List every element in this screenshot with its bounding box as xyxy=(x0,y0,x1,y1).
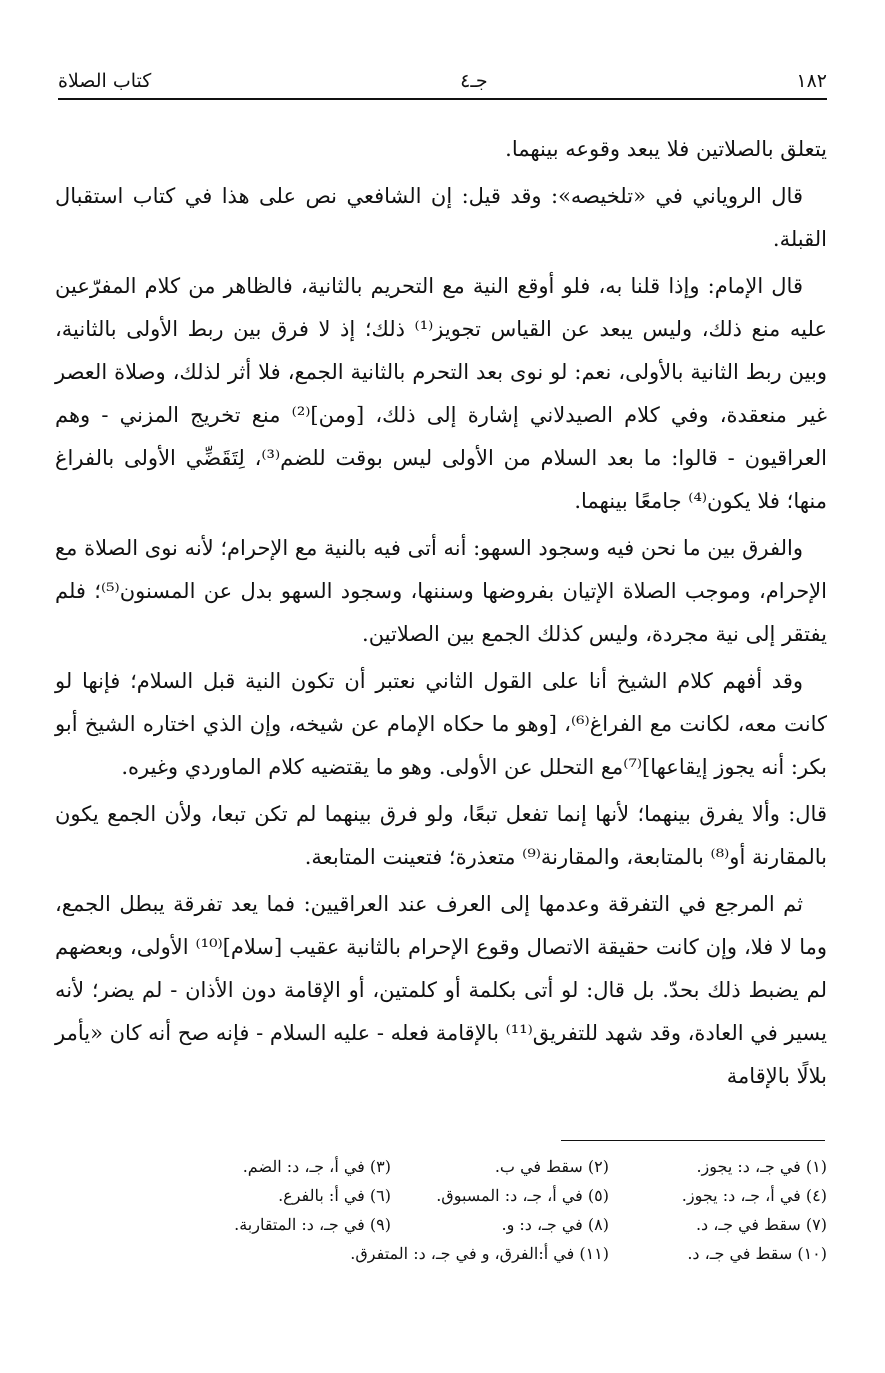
footnote-divider xyxy=(561,1140,825,1141)
paragraph: والفرق بين ما نحن فيه وسجود السهو: أنه أتى فيه بالنية مع الإحرام؛ لأنه نوى الصلاة مع الإحرام، وموجب الصلاة الإتيان بفروضها وسننها، وسجود السهو بدل عن المسنون⁽⁵⁾؛ فلم يفتقر إلى نية مجردة، وليس كذلك الجمع بين الصلاتين. xyxy=(55,536,827,646)
paragraph: يتعلق بالصلاتين فلا يبعد وقوعه بينهما. xyxy=(505,137,827,161)
footnote: (٤) في أ، جـ، د: يجوز. xyxy=(681,1186,827,1205)
footnote: (١١) في أ:الفرق، و في جـ، د: المتفرق. xyxy=(350,1244,609,1263)
footnote: (٨) في جـ، د: و. xyxy=(501,1215,609,1234)
footnote: (١٠) سقط في جـ، د. xyxy=(687,1244,827,1263)
footnote: (٥) في أ، جـ، د: المسبوق. xyxy=(436,1186,609,1205)
paragraph: قال الروياني في «تلخيصه»: وقد قيل: إن الشافعي نص على هذا في كتاب استقبال القبلة. xyxy=(55,184,827,251)
volume-label: جـ٤ xyxy=(460,70,488,92)
footnote: (١) في جـ، د: يجوز. xyxy=(696,1157,827,1176)
footnote: (٢) سقط في ب. xyxy=(494,1157,609,1176)
footnote-row xyxy=(150,1152,827,1181)
footnote: (٦) في أ: بالفرع. xyxy=(278,1186,391,1205)
paragraph: ثم المرجع في التفرقة وعدمها إلى العرف عند العراقيين: فما يعد تفرقة يبطل الجمع، وما لا فلا، وإن كانت حقيقة الاتصال وقوع الإحرام بالثانية عقيب [سلام]⁽¹⁰⁾ الأولى، وبعضهم لم يضبط ذلك بحدّ. بل قال: لو أتى بكلمة أو كلمتين، أو الإقامة دون الأذان - لم يضر؛ لأنه يسير في العادة، وقد شهد للتفريق⁽¹¹⁾ بالإقامة فعله - عليه السلام - فإنه صح أنه كان «يأمر بلالًا بالإقامة xyxy=(55,892,827,1088)
paragraph: وقد أفهم كلام الشيخ أنا على القول الثاني نعتبر أن تكون النية قبل السلام؛ فإنها لو كانت معه، لكانت مع الفراغ⁽⁶⁾، [وهو ما حكاه الإمام عن شيخه، وإن الذي اختاره الشيخ أبو بكر: أنه يجوز إيقاعها]⁽⁷⁾مع التحلل عن الأولى. وهو ما يقتضيه كلام الماوردي وغيره. xyxy=(55,669,828,779)
footnote-row xyxy=(150,1239,827,1268)
footnote: (٧) سقط في جـ، د. xyxy=(695,1215,827,1234)
footnotes xyxy=(150,1152,827,1268)
footnote: (٣) في أ، جـ، د: الضم. xyxy=(242,1157,391,1176)
footnote-row xyxy=(150,1210,827,1239)
book-title: كتاب الصلاة xyxy=(58,70,152,92)
page-number: ١٨٢ xyxy=(796,70,827,92)
main-text xyxy=(55,128,827,1102)
paragraph: قال: وألا يفرق بينهما؛ لأنها إنما تفعل تبعًا، ولو فرق بينهما لم تكن تبعا، ولأن الجمع يكون بالمقارنة أو⁽⁸⁾ بالمتابعة، والمقارنة⁽⁹⁾ متعذرة؛ فتعينت المتابعة. xyxy=(55,802,827,869)
footnote-row xyxy=(150,1181,827,1210)
running-header xyxy=(58,58,827,100)
paragraph: قال الإمام: وإذا قلنا به، فلو أوقع النية مع التحريم بالثانية، فالظاهر من كلام المفرّعين عليه منع ذلك، وليس يبعد عن القياس تجويز⁽¹⁾ ذلك؛ إذ لا فرق بين ربط الأولى بالثانية، وبين ربط الثانية بالأولى، نعم: لو نوى بعد التحرم بالثانية الجمع، فلا أثر لذلك، وصلاة العصر غير منعقدة، وفي كلام الصيدلاني إشارة إلى ذلك، [ومن]⁽²⁾ منع تخريج المزني - وهم العراقيون - قالوا: ما بعد السلام من الأولى ليس بوقت للضم⁽³⁾، لِتَقَضِّي الأولى بالفراغ منها؛ فلا يكون⁽⁴⁾ جامعًا بينهما. xyxy=(55,274,827,513)
footnote: (٩) في جـ، د: المتقاربة. xyxy=(234,1215,391,1234)
